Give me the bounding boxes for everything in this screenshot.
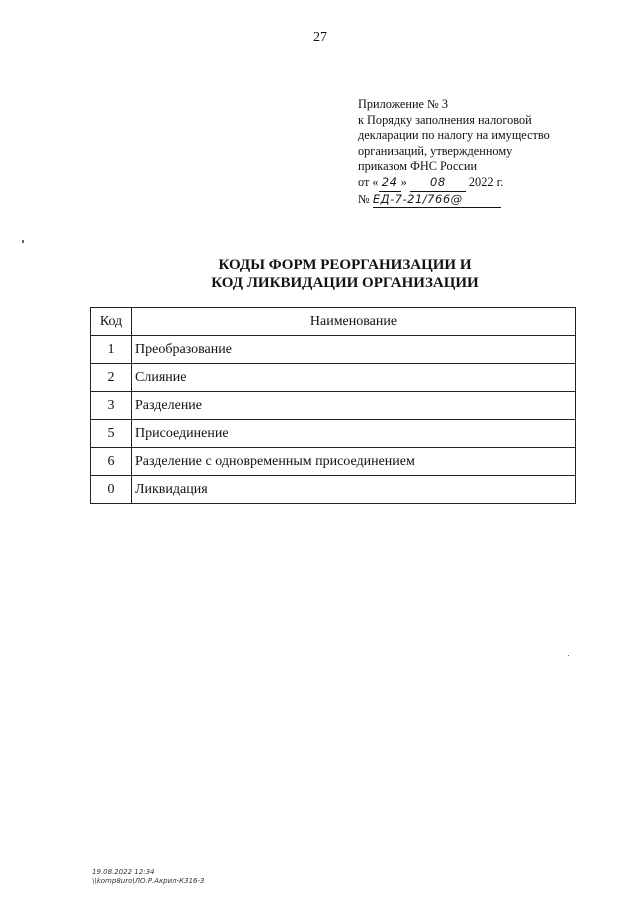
title-line-1: КОДЫ ФОРМ РЕОРГАНИЗАЦИИ И [218,257,472,273]
row-name: Ликвидация [132,476,576,504]
appendix-line: к Порядку заполнения налоговой [358,112,532,127]
date-prefix: от « [358,174,379,189]
footer-stamp [92,868,205,886]
page-number: 27 [313,30,327,45]
date-day: 24 [379,175,401,192]
header-name: Наименование [132,308,576,336]
row-code: 5 [91,420,132,448]
table-header-row [91,308,576,336]
appendix-line: организаций, утвержденному [358,143,513,158]
row-code: 3 [91,392,132,420]
scan-speck [22,240,24,243]
appendix-line: декларации по налогу на имущество [358,128,550,143]
appendix-block [358,97,588,208]
date-mid: » [400,174,407,189]
row-name: Слияние [132,364,576,392]
table-row [91,448,576,476]
number-value: ЕД-7-21/766@ [373,192,501,209]
row-name: Разделение с одновременным присоединением [132,448,576,476]
header-code: Код [91,308,132,336]
footer-path: \\komp8uro\ЛО.Р.Акрил-К316-3 [92,877,205,885]
table-row [91,392,576,420]
row-code: 2 [91,364,132,392]
order-date [358,175,588,192]
appendix-title: Приложение № 3 [358,97,449,111]
scan-speck [568,655,569,656]
row-code: 6 [91,448,132,476]
date-month: 08 [410,175,466,192]
row-name: Разделение [132,392,576,420]
title-line-2: КОД ЛИКВИДАЦИИ ОРГАНИЗАЦИИ [211,275,479,291]
number-prefix: № [358,191,370,206]
row-code: 1 [91,336,132,364]
appendix-line: приказом ФНС России [358,159,478,174]
row-code: 0 [91,476,132,504]
table-row [91,420,576,448]
table-row [91,476,576,504]
footer-datetime: 19.08.2022 12:34 [92,868,155,876]
row-name: Присоединение [132,420,576,448]
row-name: Преобразование [132,336,576,364]
order-number [358,192,588,209]
date-year: 2022 г. [468,174,504,189]
table-row [91,336,576,364]
document-title [0,256,640,292]
table-row [91,364,576,392]
codes-table [90,307,576,504]
